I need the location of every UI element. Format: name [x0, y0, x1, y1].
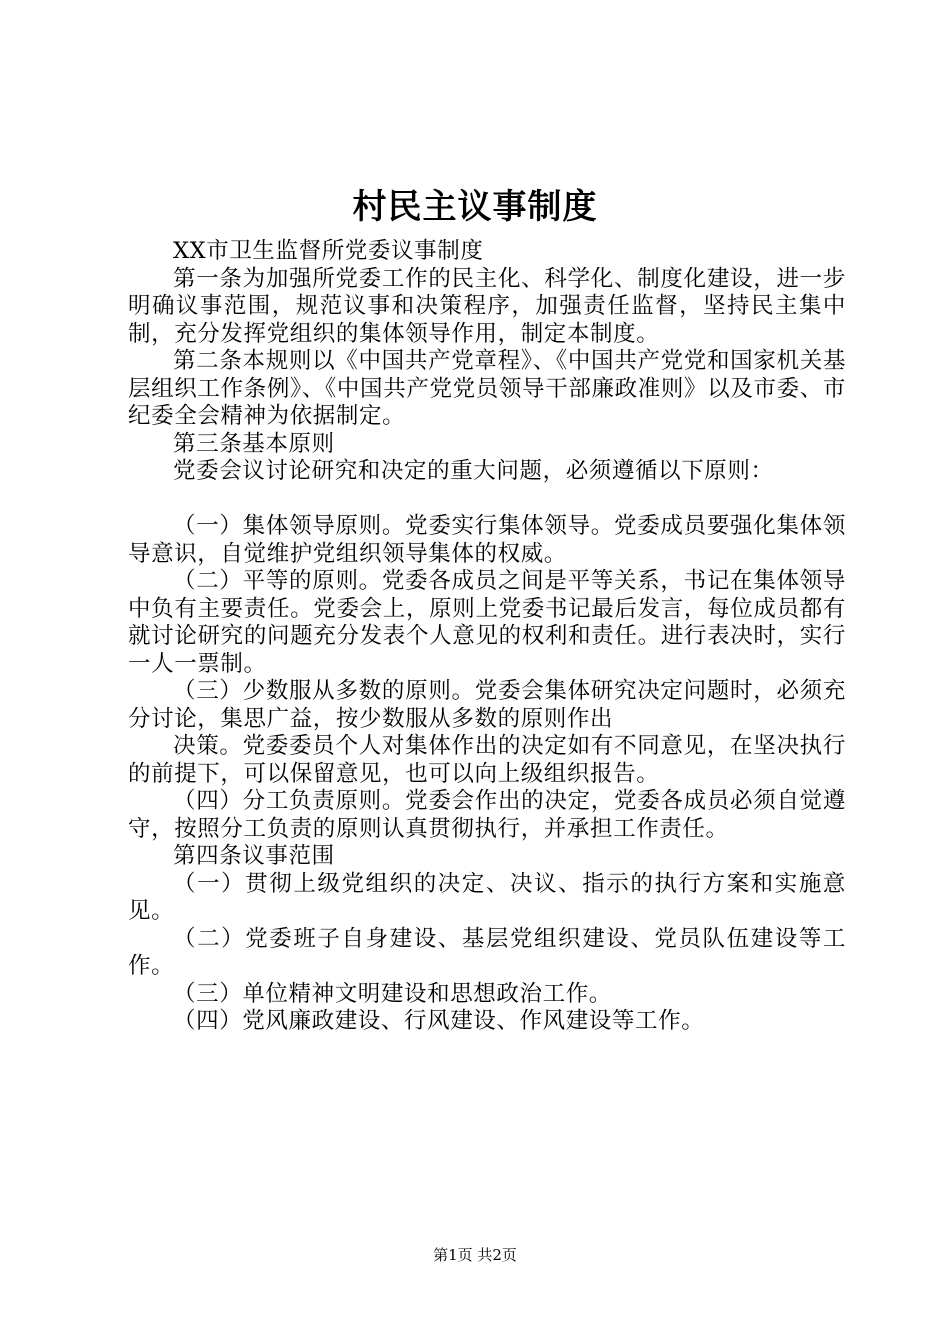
paragraph-blank: [128, 486, 846, 514]
document-title: 村民主议事制度: [352, 187, 598, 227]
document-body: [128, 238, 846, 1036]
paragraph-article-3-heading: 第三条基本原则: [173, 430, 335, 457]
paragraph-scope-4: （四）党风廉政建设、行风建设、作风建设等工作。: [173, 1008, 705, 1034]
paragraph-article-2: 第二条本规则以《中国共产党章程》、《中国共产党党和国家机关基层组织工作条例》、《中国共产党党员领导干部廉政准则》以及市委、市纪委全会精神为依据制定。: [128, 348, 846, 429]
paragraph-principle-1: （一）集体领导原则。党委实行集体领导。党委成员要强化集体领导意识，自觉维护党组织领导集体的权威。: [128, 513, 846, 567]
paragraph-article-4-heading: 第四条议事范围: [173, 843, 335, 869]
paragraph-principle-3: （三）少数服从多数的原则。党委会集体研究决定问题时，必须充分讨论，集思广益，按少数服从多数的原则作出: [128, 678, 846, 732]
paragraph-scope-2: （二）党委班子自身建设、基层党组织建设、党员队伍建设等工作。: [128, 925, 846, 979]
paragraph-scope-1: （一）贯彻上级党组织的决定、决议、指示的执行方案和实施意见。: [128, 870, 846, 924]
page-footer: 第1页 共2页: [433, 1246, 517, 1264]
paragraph-principle-4: （四）分工负责原则。党委会作出的决定，党委各成员必须自觉遵守，按照分工负责的原则认真贯彻执行，并承担工作责任。: [128, 788, 846, 842]
paragraph-principle-2: （二）平等的原则。党委各成员之间是平等关系，书记在集体领导中负有主要责任。党委会上，原则上党委书记最后发言，每位成员都有就讨论研究的问题充分发表个人意见的权利和责任。进行表决时，实行一人一票制。: [128, 568, 846, 677]
paragraph-article-1: 第一条为加强所党委工作的民主化、科学化、制度化建设，进一步明确议事范围，规范议事和决策程序，加强责任监督，坚持民主集中制，充分发挥党组织的集体领导作用，制定本制度。: [128, 265, 846, 347]
paragraph-heading: XX市卫生监督所党委议事制度: [173, 238, 484, 264]
paragraph-article-3-intro: 党委会议讨论研究和决定的重大问题，必须遵循以下原则：: [173, 458, 774, 484]
paragraph-principle-3-cont: 决策。党委委员个人对集体作出的决定如有不同意见，在坚决执行的前提下，可以保留意见，也可以向上级组织报告。: [128, 733, 846, 787]
paragraph-scope-3: （三）单位精神文明建设和思想政治工作。: [173, 980, 612, 1007]
